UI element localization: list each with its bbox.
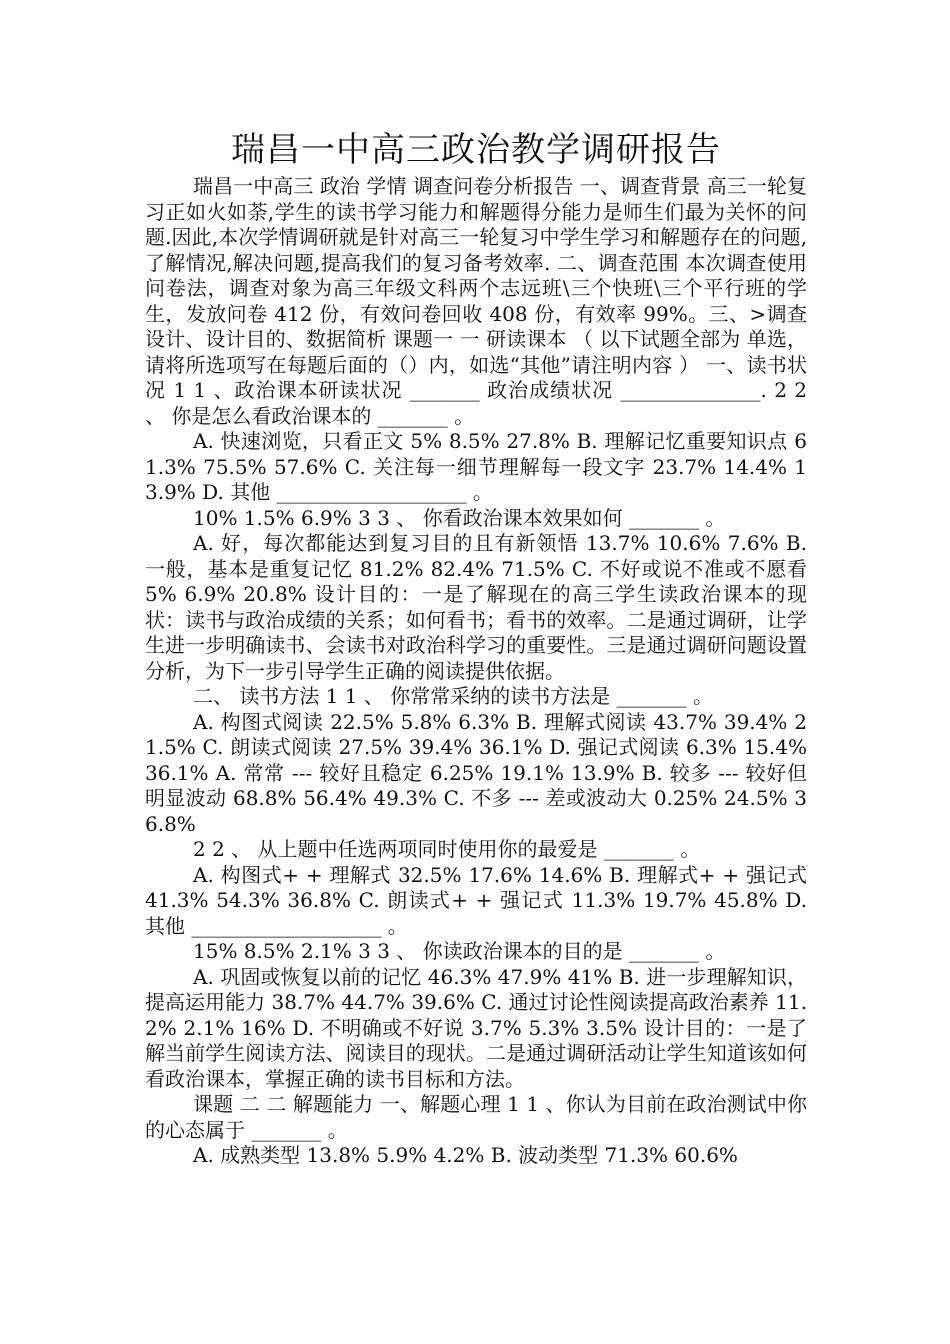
paragraph-methods-q3-options: A. 巩固或恢复以前的记忆 46.3% 47.9% 41% B. 进一步理解知识，提高运用能力 38.7% 44.7% 39.6% C. 通过讨论性阅读提高政治素养 11.2% 2.1% 16% D. 不明确或不好说 3.7% 5.3% 3.5% 设计目的：一是了解当前学生阅读方法、阅读目的现状。二是通过调研活动让学生知道该如何看政治课本，掌握正确的读书目标和方法。	[145, 964, 807, 1091]
document-page	[145, 126, 807, 1169]
paragraph-topic-two-options: A. 成熟类型 13.8% 5.9% 4.2% B. 波动类型 71.3% 60.6%	[193, 1143, 738, 1167]
paragraph-topic-two: 课题 二 二 解题能力 一、解题心理 1 1 、你认为目前在政治测试中你的心态属于 _______ 。	[145, 1092, 807, 1142]
paragraph-q2-options: A. 快速浏览，只看正文 5% 8.5% 27.8% B. 理解记忆重要知识点 61.3% 75.5% 57.6% C. 关注每一细节理解每一段文字 23.7% 14.4% 13.9% D. 其他 ___________________ 。	[145, 429, 807, 504]
paragraph-q3-options: A. 好，每次都能达到复习目的且有新领悟 13.7% 10.6% 7.6% B. 一般，基本是重复记忆 81.2% 82.4% 71.5% C. 不好或说不准或不愿看 5% 6.9% 20.8% 设计目的：一是了解现在的高三学生读政治课本的现状：读书与政治成绩的关系；如何看书；看书的效率。二是通过调研，让学生进一步明确读书、会读书对政治科学习的重要性。三是通过调研问题设置分析，为下一步引导学生正确的阅读提供依据。	[145, 531, 807, 683]
page-title: 瑞昌一中高三政治教学调研报告	[231, 130, 721, 170]
paragraph-methods-q2: 2 2 、 从上题中任选两项同时使用你的最爱是 _______ 。	[193, 837, 701, 861]
paragraph-methods-options: A. 构图式阅读 22.5% 5.8% 6.3% B. 理解式阅读 43.7% 39.4% 21.5% C. 朗读式阅读 27.5% 39.4% 36.1% D. 强记式阅读 6.3% 15.4% 36.1% A. 常常 --- 较好且稳定 6.25% 19.1% 13.9% B. 较多 --- 较好但明显波动 68.8% 56.4% 49.3% C. 不多 --- 差或波动大 0.25% 24.5% 36.8%	[145, 709, 807, 836]
paragraph-reading-methods: 二、 读书方法 1 1 、 你常常采纳的读书方法是 _______ 。	[193, 684, 713, 708]
paragraph-methods-q2-options: A. 构图式+ + 理解式 32.5% 17.6% 14.6% B. 理解式+ + 强记式 41.3% 54.3% 36.8% C. 朗读式+ + 强记式 11.3% 19.7% 45.8% D. 其他 ___________________ 。	[145, 862, 807, 938]
paragraph-intro: 瑞昌一中高三 政治 学情 调查问卷分析报告 一、调查背景 高三一轮复习正如火如荼,学生的读书学习能力和解题得分能力是师生们最为关怀的问题.因此,本次学情调研就是针对高三一轮复习中学生学习和解题存在的问题,了解情况,解决问题,提高我们的复习备考效率. 二、调查范围 本次调查使用问卷法，调查对象为高三年级文科两个志远班\三个快班\三个平行班的学生，发放问卷 412 份，有效问卷回收 408 份，有效率 99%。三、>调查设计、设计目的、数据简析 课题一 一 研读课本 （ 以下试题全部为 单选，请将所选项写在每题后面的（）内，如选“其他”请注明内容 ） 一、读书状况 1 1 、政治课本研读状况 _______ 政治成绩状况 ______________. 2 2 、 你是怎么看政治课本的 _______ 。	[145, 174, 807, 428]
paragraph-q3: 10% 1.5% 6.9% 3 3 、 你看政治课本效果如何 _______ 。	[193, 505, 726, 530]
paragraph-methods-q3: 15% 8.5% 2.1% 3 3 、 你读政治课本的目的是 _______ 。	[193, 939, 726, 963]
